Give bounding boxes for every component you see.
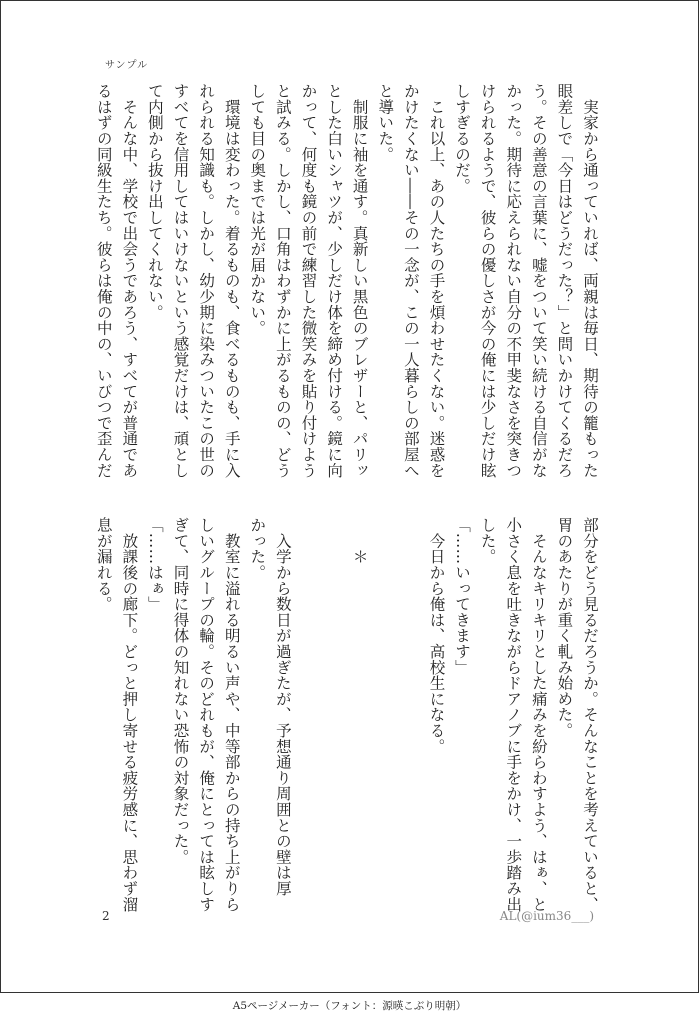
text-line: 環境は変わった。着るものも、食べるものも、手に入 (222, 83, 241, 478)
text-line: 息が漏れる。 (94, 517, 113, 612)
text-line: しすぎるのだ。 (453, 83, 472, 194)
text-line: かけたくない――その一念が、この一人暮らしの部屋へ (401, 83, 420, 478)
text-line: そんなキリキリとした痛みを紛らわすよう、はぁ、と (529, 517, 548, 912)
text-line: そんな中、学校で出会うであろう、すべてが普通であ (120, 83, 139, 478)
text-line: 放課後の廊下。どっと押し寄せる疲労感に、思わず溜 (120, 517, 139, 912)
text-line: 小さく息を吐きながらドアノブに手をかけ、一歩踏み出 (504, 517, 523, 912)
text-line: て内側から抜け出してくれない。 (145, 83, 164, 320)
text-line: と試みる。しかし、口角はわずかに上がるものの、どう (273, 83, 292, 478)
text-line: すべてを信用してはいけないという感覚だけは、頑とし (171, 83, 190, 478)
text-line: これ以上、あの人たちの手を煩わせたくない。迷惑を (427, 83, 446, 478)
text-line: 部分をどう見るだろうか。そんなことを考えていると、 (581, 517, 599, 912)
text-line: かった。期待に応えられない自分の不甲斐なさを突きつ (504, 83, 523, 478)
text-line: かって、何度も鏡の前で練習した微笑みを貼り付けよう (299, 83, 318, 478)
text-line: 「……はぁ」 (145, 517, 164, 612)
text-line: ＊ (350, 517, 369, 565)
text-line: とした白いシャツが、少しだけ体を締め付ける。鏡に向 (325, 83, 344, 478)
author-credit: AL(@ium36___) (499, 909, 594, 923)
text-block-bottom (90, 517, 602, 917)
text-line: 眼差しで「今日はどうだった？」と問いかけてくるだろ (555, 83, 574, 478)
text-line: 実家から通っていれば、両親は毎日、期待の籠もった (581, 83, 599, 478)
text-line: れられる知識も。しかし、幼少期に染みついたこの世の (197, 83, 216, 478)
text-line: るはずの同級生たち。彼らは俺の中の、いびつで歪んだ (94, 83, 113, 478)
text-line: ぎて、同時に得体の知れない恐怖の対象だった。 (171, 517, 190, 865)
running-header: サンプル (105, 60, 149, 71)
text-line: かった。 (248, 517, 267, 581)
text-line: 今日から俺は、高校生になる。 (427, 517, 446, 754)
text-line: しいグループの輪。そのどれもが、俺にとっては眩しす (197, 517, 216, 912)
generator-caption: A5ページメーカー（フォント：源暎こぶり明朝） (232, 1000, 467, 1012)
text-line: 胃のあたりが重く軋み始めた。 (555, 517, 574, 739)
text-line: けられるようで、彼らの優しさが今の俺には少しだけ眩 (478, 83, 497, 478)
text-line: 「……いってきます」 (453, 517, 472, 675)
text-line (372, 517, 398, 917)
text-line: しても目の奥までは光が届かない。 (248, 83, 267, 336)
text-line: う。その善意の言葉に、嘘をついて笑い続ける自信がな (529, 83, 548, 478)
page-number: 2 (102, 909, 110, 923)
text-block-top (90, 83, 602, 483)
text-line (320, 517, 346, 917)
text-line: 教室に溢れる明るい声や、中等部からの持ち上がりら (222, 517, 241, 912)
text-line (295, 517, 321, 917)
text-line: 入学から数日が過ぎたが、予想通り周囲との壁は厚 (273, 517, 292, 897)
text-line: と導いた。 (376, 83, 395, 162)
text-line (397, 517, 423, 917)
text-line: した。 (478, 517, 497, 565)
text-line: 制服に袖を通す。真新しい黒色のブレザーと、パリッ (350, 83, 369, 478)
